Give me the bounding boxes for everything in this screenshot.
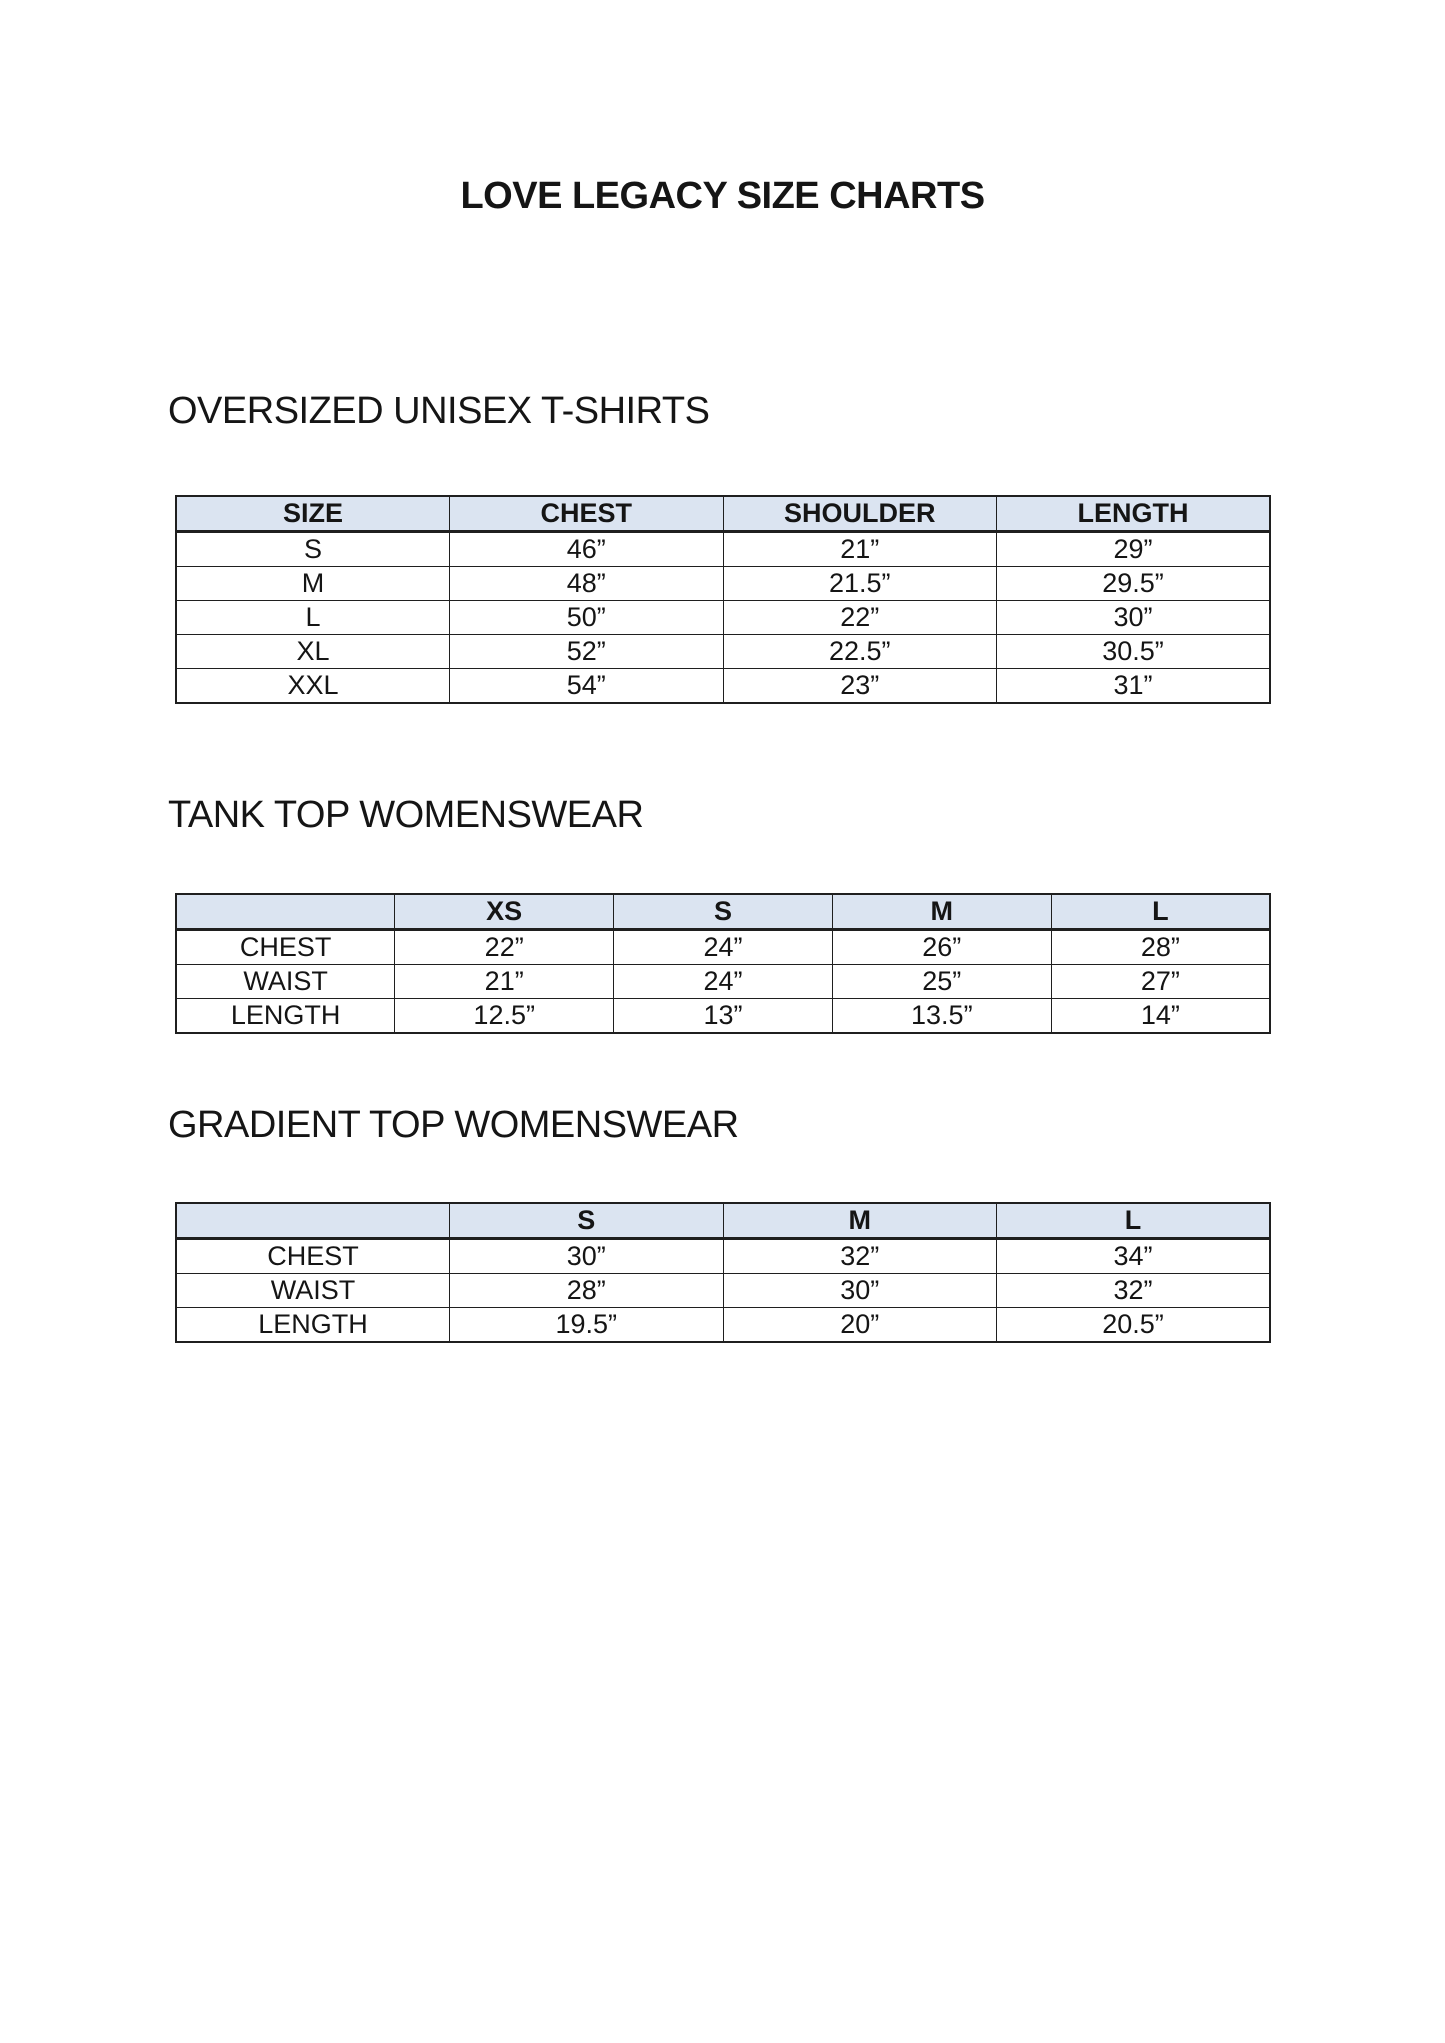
table-cell: 22.5” (723, 635, 997, 669)
table-cell: 32” (997, 1274, 1271, 1308)
table-cell: 50” (450, 601, 724, 635)
table-cell: 27” (1051, 965, 1270, 999)
table-cell: 32” (723, 1239, 997, 1274)
table-row (176, 965, 1270, 999)
table-row-label: CHEST (176, 1239, 450, 1274)
table-row (176, 1239, 1270, 1274)
table-header-cell: SIZE (176, 496, 450, 532)
table-cell: 22” (395, 930, 614, 965)
table-row-label: LENGTH (176, 999, 395, 1034)
table-cell: 30.5” (997, 635, 1271, 669)
table-row (176, 669, 1270, 704)
table-cell: 25” (832, 965, 1051, 999)
table-row (176, 1308, 1270, 1343)
table-header-cell: M (723, 1203, 997, 1239)
table-cell: 12.5” (395, 999, 614, 1034)
table-header-row (176, 894, 1270, 930)
table-header-cell: SHOULDER (723, 496, 997, 532)
oversized-tshirts-size-table (175, 495, 1271, 704)
table-cell: 28” (450, 1274, 724, 1308)
table-row-label: LENGTH (176, 1308, 450, 1343)
table-header-cell: S (450, 1203, 724, 1239)
section-heading-tank-top: TANK TOP WOMENSWEAR (168, 794, 644, 836)
table-cell: 54” (450, 669, 724, 704)
table-cell: 30” (997, 601, 1271, 635)
table-cell: 30” (450, 1239, 724, 1274)
table-header-cell: L (1051, 894, 1270, 930)
table-cell: 21.5” (723, 567, 997, 601)
table-cell: 24” (614, 965, 833, 999)
section-heading-oversized-tshirts: OVERSIZED UNISEX T-SHIRTS (168, 390, 710, 432)
table-cell: 23” (723, 669, 997, 704)
table-cell: 52” (450, 635, 724, 669)
table-cell: 20” (723, 1308, 997, 1343)
table-row (176, 635, 1270, 669)
table-cell: 22” (723, 601, 997, 635)
table-row (176, 1274, 1270, 1308)
table-cell: L (176, 601, 450, 635)
table-cell: 30” (723, 1274, 997, 1308)
table-header-row (176, 1203, 1270, 1239)
table-cell: XXL (176, 669, 450, 704)
table-cell: 26” (832, 930, 1051, 965)
table-cell: 28” (1051, 930, 1270, 965)
table-cell: 21” (723, 532, 997, 567)
section-heading-gradient-top: GRADIENT TOP WOMENSWEAR (168, 1104, 739, 1146)
table-row-label: CHEST (176, 930, 395, 965)
table-cell: 13.5” (832, 999, 1051, 1034)
table-header-row (176, 496, 1270, 532)
table-cell: 46” (450, 532, 724, 567)
table-cell: 31” (997, 669, 1271, 704)
table-header-cell: LENGTH (997, 496, 1271, 532)
table-cell: 19.5” (450, 1308, 724, 1343)
gradient-top-size-table (175, 1202, 1271, 1343)
table-cell: 20.5” (997, 1308, 1271, 1343)
table-header-cell: L (997, 1203, 1271, 1239)
table-header-cell: S (614, 894, 833, 930)
page-title: LOVE LEGACY SIZE CHARTS (460, 175, 985, 217)
table-header-cell-empty (176, 1203, 450, 1239)
table-row (176, 532, 1270, 567)
tank-top-size-table (175, 893, 1271, 1034)
table-header-cell-empty (176, 894, 395, 930)
table-cell: XL (176, 635, 450, 669)
table-header-cell: XS (395, 894, 614, 930)
table-cell: 24” (614, 930, 833, 965)
table-row (176, 930, 1270, 965)
table-row-label: WAIST (176, 1274, 450, 1308)
table-cell: 21” (395, 965, 614, 999)
table-cell: S (176, 532, 450, 567)
table-cell: 29” (997, 532, 1271, 567)
table-header-cell: CHEST (450, 496, 724, 532)
table-cell: 34” (997, 1239, 1271, 1274)
table-cell: 29.5” (997, 567, 1271, 601)
table-row (176, 567, 1270, 601)
table-cell: 13” (614, 999, 833, 1034)
table-header-cell: M (832, 894, 1051, 930)
table-row (176, 601, 1270, 635)
table-cell: M (176, 567, 450, 601)
table-cell: 48” (450, 567, 724, 601)
table-row-label: WAIST (176, 965, 395, 999)
table-row (176, 999, 1270, 1034)
table-cell: 14” (1051, 999, 1270, 1034)
